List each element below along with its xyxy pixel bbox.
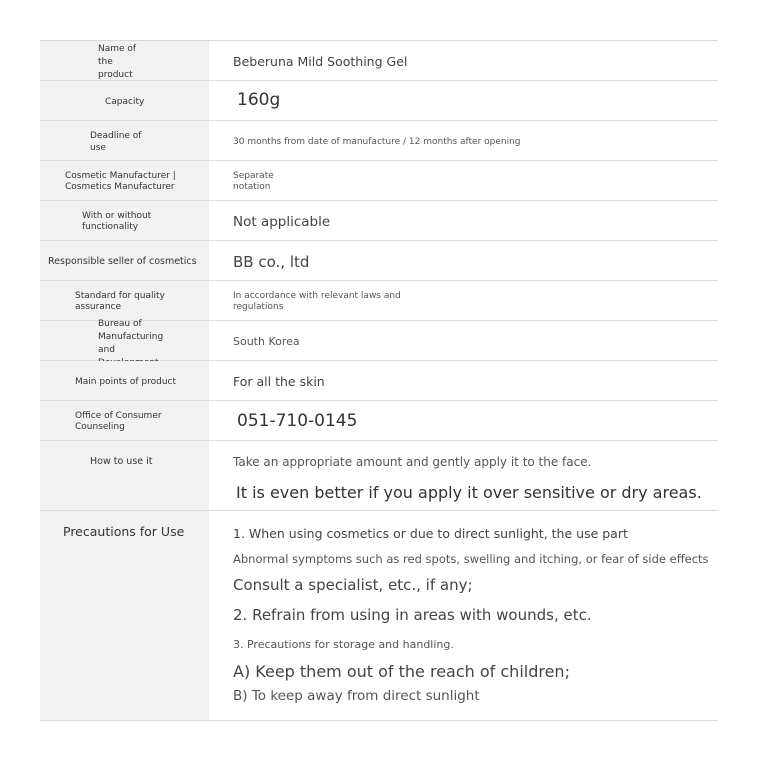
row-label: Deadline of use [40, 121, 209, 160]
row-value: 160g [237, 90, 281, 110]
row-label: Capacity [40, 81, 209, 120]
row-value: BB co., ltd [233, 253, 310, 271]
row-label: Name of the product [40, 41, 209, 80]
row-value: South Korea [233, 335, 300, 348]
row-label: How to use it [40, 441, 209, 510]
table-row [40, 241, 718, 281]
row-label: Responsible seller of cosmetics [40, 241, 209, 280]
row-value: Take an appropriate amount and gently apply it to the face. It is even better if you apply it over sensitive or dry areas. [233, 455, 702, 502]
table-row [40, 121, 718, 161]
row-value: Not applicable [233, 214, 331, 230]
row-value: Separate notation [233, 171, 274, 192]
product-info-table [40, 40, 718, 721]
table-row [40, 361, 718, 401]
row-label: With or without functionality [40, 201, 209, 240]
table-row [40, 441, 718, 511]
row-label: Office of Consumer Counseling [40, 401, 209, 440]
table-row [40, 401, 718, 441]
table-row [40, 281, 718, 321]
row-value: In accordance with relevant laws and regulations [233, 291, 401, 312]
row-label: Bureau of Manufacturing and [40, 321, 209, 360]
table-row [40, 161, 718, 201]
row-value: For all the skin [233, 374, 325, 389]
row-value: 051-710-0145 [237, 411, 358, 431]
table-row [40, 511, 718, 721]
row-label: Cosmetic Manufacturer | Cosmetics Manufacturer [40, 161, 209, 200]
row-value: 1. When using cosmetics or due to direct sunlight, the use part Abnormal symptoms such as red spots, swelling and itching, or fear of side effects Consult a specialist, etc., if any; 2. Refrain from using in areas with wounds, etc. 3. Precautions for storage and handling. A) Keep them out of the reach of children; B) To keep away from direct sunlight [233, 526, 709, 704]
table-row [40, 41, 718, 81]
row-value: 30 months from date of manufacture / 12 months after opening [233, 137, 521, 147]
table-row [40, 321, 718, 361]
table-row [40, 201, 718, 241]
row-label: Precautions for Use [40, 511, 209, 720]
row-label: Standard for quality assurance [40, 281, 209, 320]
row-value: Beberuna Mild Soothing Gel [233, 54, 408, 69]
table-row [40, 81, 718, 121]
row-label: Main points of product [40, 361, 209, 400]
